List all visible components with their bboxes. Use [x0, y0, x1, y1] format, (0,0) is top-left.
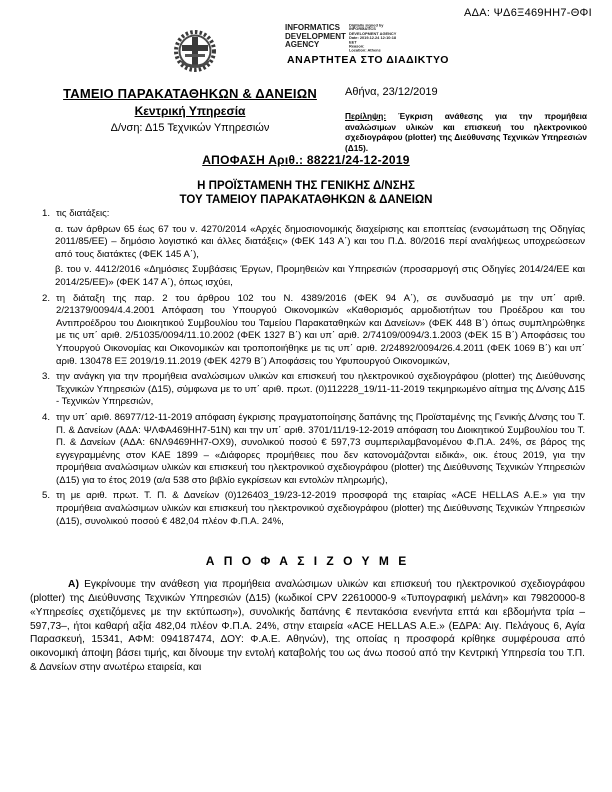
item-text: την ανάγκη για την προμήθεια αναλώσιμων υλικών και επισκευή του ηλεκτρονικού σχεδιογράφου (plotter) της Διεύθυνσης Τεχνικών Υπηρεσιών (Δ15), σύμφωνα με το υπ΄ αριθ. πρωτ. (0)112228_19/11-11-2019 τεκμηριωμένο αίτημα της Δ/νσης Δ15 - Τεχνικών Υπηρεσιών,: [56, 371, 585, 408]
item-text: τη διάταξη της παρ. 2 του άρθρου 102 του Ν. 4389/2016 (ΦΕΚ 94 Α΄), σε συνδυασμό με την υπ΄ αριθ. 2/21379/0094/4.4.2001 Απόφαση του Υπουργού Οικονομικών «Καθορισμός αρμοδιοτήτων του Προέδρου και του Αντιπροέδρου του Διοικητικού Συμβουλίου του Ταμείου Παρακαταθηκών και Δανείων» (ΦΕΚ 448 Β΄) όπως συμπληρώθηκε με τις υπ΄ αριθ. 2/51035/0094/11.10.2002 (ΦΕΚ 1327 Β΄) και υπ΄ αριθ. 2/74109/0094/3.1.2003 (ΦΕΚ 15 Β΄) Αποφάσεις του Υπουργού Οικονομίας και Οικονομικών και τροποποιήθηκε με τις υπ΄ αριθ. 2/24892/0094/26.4.2011 (ΦΕΚ 1069 Β΄) και υπ΄ αριθ. 130478 ΕΞ 2019/19.11.2019 (ΦΕΚ 4279 Β΄) Αποφάσεις του Υφυπουργού Οικονομικών,: [56, 292, 585, 367]
list-subitem-1b: [55, 264, 585, 289]
city-and-date: Αθήνα, 23/12/2019: [345, 86, 438, 98]
summary-text: Έγκριση ανάθεσης για την προμήθεια αναλώσιμων υλικών και επισκευή του ηλεκτρονικού σχεδιογράφου (plotter) της Διεύθυνσης Τεχνικών Υπηρεσιών (Δ15).: [345, 111, 587, 153]
summary-label: Περίληψη:: [345, 111, 387, 121]
subitem-label: α.: [55, 223, 64, 235]
item-text: τη με αριθ. πρωτ. Τ. Π. & Δανείων (0)126403_19/23-12-2019 προσφορά της εταιρίας «ACE HELLAS A.E.» για την προμήθεια αναλώσιμων υλικών και επισκευή του ηλεκτρονικού σχεδιογράφου (plotter) της Διεύθυνσης Τεχνικών Υπηρεσιών (Δ15), συνολικού ποσού € 482,04 πλέον Φ.Π.Α. 24%,: [56, 490, 585, 527]
subitem-label: β.: [55, 264, 64, 276]
signature-agency-name: INFORMATICS DEVELOPMENT AGENCY: [285, 23, 346, 50]
signature-detail-line: Date: 2019.12.24 12:10:18: [349, 35, 397, 41]
decision-paragraph-a: [30, 578, 585, 675]
paragraph-a-label: Α): [68, 579, 80, 591]
decision-subtitle-2: ΤΟΥ ΤΑΜΕΙΟΥ ΠΑΡΑΚΑΤΑΘΗΚΩΝ & ΔΑΝΕΙΩΝ: [179, 194, 433, 206]
list-subitem-1a: [55, 224, 585, 262]
signature-detail-line: Location: Athens: [349, 48, 381, 54]
ada-code: ΑΔΑ: ΨΔ6Ξ469ΗΗ7-ΘΦΙ: [463, 7, 592, 19]
signature-details: [349, 24, 443, 54]
signature-detail-line: DEVELOPMENT AGENCY: [349, 31, 397, 37]
item-number: 2.: [42, 292, 51, 304]
item-number: 3.: [42, 371, 51, 383]
date-summary-block: [345, 86, 587, 153]
item-number: 1.: [42, 208, 51, 219]
item-text: την υπ΄ αριθ. 86977/12-11-2019 απόφαση έγκρισης πραγματοποίησης δαπάνης της Προϊσταμένης της Γενικής Δ/νσης του Τ. Π. & Δανείων (ΑΔΑ: ΨΛΦΑ469ΗΗ7-51Ν) και την υπ΄ αριθ. 3701/11/19-12-2019 απόφαση του Διοικητικού Συμβουλίου του Τ. Π. & Δανείων (ΑΔΑ: 6ΝΛ9469ΗΗ7-ΟΧ9), συνολικού ποσού € 597,73 συμπεριλαμβανομένου Φ.Π.Α. 24%, σε βάρος της εγγεγραμμένης στον ΚΑΕ 1899 – «Διάφορες προμήθειες που δεν κατονομάζονται ειδικά», οικ. έτους 2019, για την προμήθεια αναλώσιμων υλικών και επισκευή του ηλεκτρονικού σχεδιογράφου (plotter) της Διεύθυνσης Τεχνικών Υπηρεσιών (Δ15) για το έτος 2019 (α/α 538 στο βιβλίο εγκρίσεων και εντολών πληρωμής),: [56, 411, 585, 486]
signature-detail-line: INFORMATICS: [349, 27, 376, 33]
issuer-block: [40, 86, 340, 134]
summary-paragraph: [345, 111, 587, 153]
item-text: τις διατάξεις:: [56, 208, 110, 219]
paragraph-a-text: Εγκρίνουμε την ανάθεση για προμήθεια αναλώσιμων υλικών και επισκευή του ηλεκτρονικού σχεδιογράφου (plotter) της Διεύθυνσης Τεχνικών Υπηρεσιών (Δ15) (κωδικοί CPV 22610000-9 «Τυπογραφική μελάνη» και 79820000-8 «Υπηρεσίες σχετιζόμενες με την εκτύπωση»), συνολικής δαπάνης € πεντακόσια ενενήντα επτά και εβδομήντα τρία –597,73–, ήτοι καθαρή αξία 482,04 πλέον Φ.Π.Α. 24%, στην εταιρεία «ACE HELLAS A.E.» (ΕΔΡΑ: Αιγ. Πελάγους 6, Αγία Παρασκευή, 15341, ΑΦΜ: 094187474, ΔΟΥ: Φ.Α.Ε. Αθηνών), της οποίας η προσφορά κρίθηκε συμφέρουσα από οικονομική άποψη βάσει τιμής, και δίνουμε την εντολή καταβολής του ως άνω ποσού από την Κεντρική Υπηρεσία του Τ.Π. & Δανείων στην ανωτέρω εταιρεία, και: [30, 579, 585, 674]
list-item-3: [30, 371, 585, 409]
central-service-label: Κεντρική Υπηρεσία: [134, 104, 246, 118]
decision-title-block: [0, 153, 612, 206]
signature-detail-line: Digitally signed by: [349, 23, 384, 28]
greek-coat-of-arms-icon: [172, 27, 218, 77]
list-item-5: [30, 490, 585, 528]
we-decide-heading: Α Π Ο Φ Α Σ Ι Ζ Ο Υ Μ Ε: [205, 554, 410, 569]
signature-detail-line: EET: [349, 40, 357, 45]
organization-name: ΤΑΜΕΙΟ ΠΑΡΑΚΑΤΑΘΗΚΩΝ & ΔΑΝΕΙΩΝ: [63, 86, 317, 101]
division-label: Δ/νση: Δ15 Τεχνικών Υπηρεσιών: [110, 122, 270, 134]
decision-subtitle-1: Η ΠΡΟΪΣΤΑΜΕΝΗ ΤΗΣ ΓΕΝΙΚΗΣ Δ/ΝΣΗΣ: [197, 180, 415, 192]
signature-detail-line: Reason:: [349, 44, 365, 49]
list-item-4: [30, 412, 585, 488]
list-item-2: [30, 293, 585, 369]
subitem-text: του ν. 4412/2016 «Δημόσιες Συμβάσεις Έργων, Προμηθειών και Υπηρεσιών (προσαρμογή στις Οδηγίες 2014/24/ΕΕ και 2014/25/ΕΕ)» (ΦΕΚ 147 Α΄), όπως ισχύει,: [55, 264, 585, 288]
subitem-text: των άρθρων 65 έως 67 του ν. 4270/2014 «Αρχές δημοσιονομικής διαχείρισης και εποπτείας (ενσωμάτωση της Οδηγίας 2011/85/ΕΕ) – δημόσιο λογιστικό και άλλες διατάξεις» (ΦΕΚ 143 Α΄) και του Π.Δ. 80/2016 περί αναλήψεως υποχρεώσεων από τους διατάκτες (ΦΕΚ 145 Α΄),: [55, 223, 585, 260]
decision-number-title: ΑΠΟΦΑΣΗ Αριθ.: 88221/24-12-2019: [202, 153, 410, 167]
list-item-1: [30, 208, 585, 221]
item-number: 4.: [42, 411, 51, 423]
item-number: 5.: [42, 490, 51, 502]
decision-body: [30, 208, 585, 685]
posted-on-internet-label: ΑΝΑΡΤΗΤΕΑ ΣΤΟ ΔΙΑΔΙΚΤΥΟ: [287, 54, 449, 66]
